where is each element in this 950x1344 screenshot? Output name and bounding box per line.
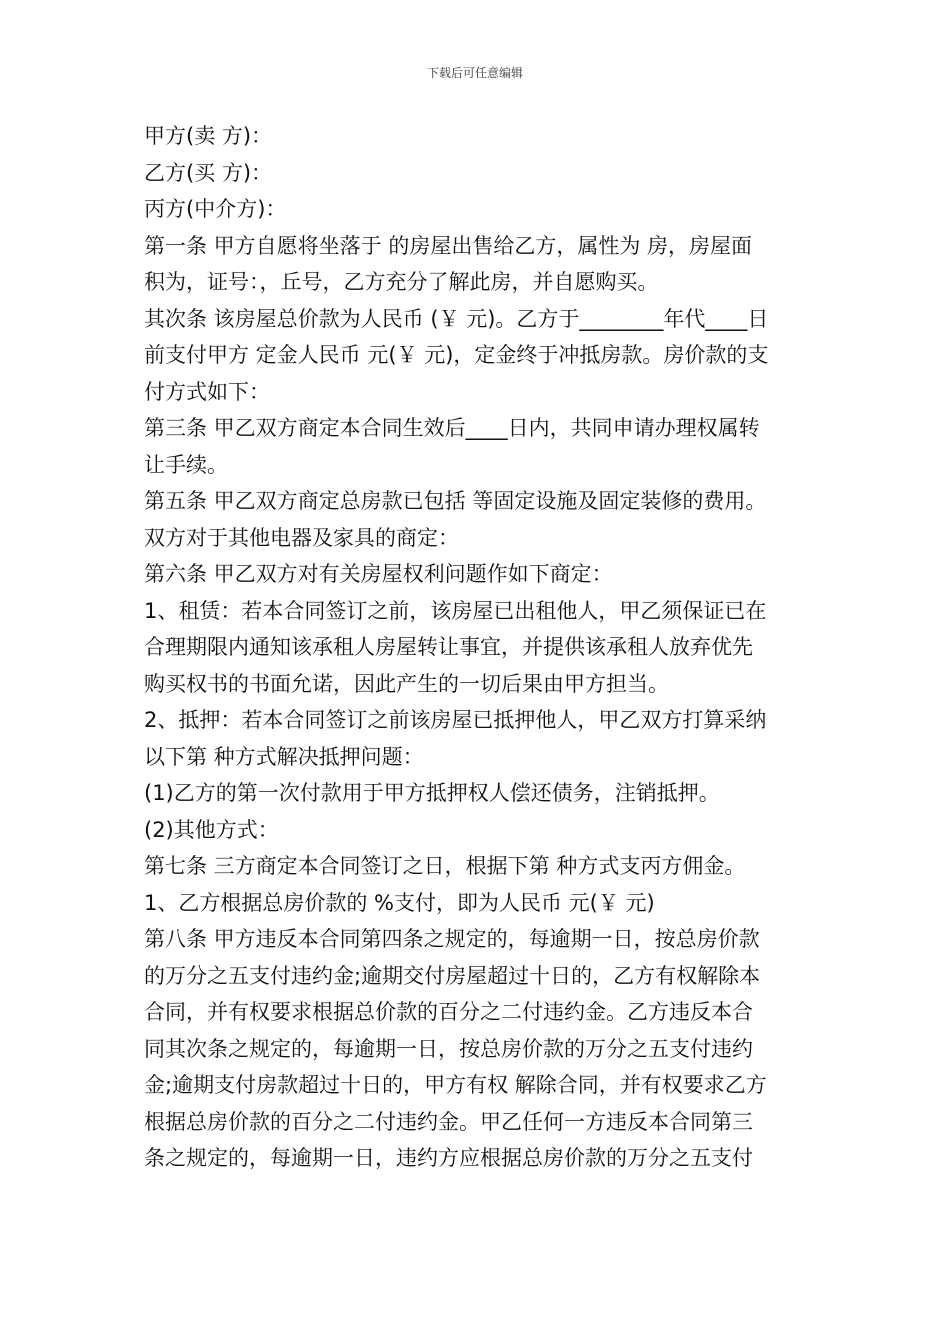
article-8-line-1: 第八条 甲方违反本合同第四条之规定的，每逾期一日，按总房价款 — [144, 927, 760, 951]
article-2-line-2: 前支付甲方 定金人民币 元(￥ 元)，定金终于冲抵房款。房价款的支 — [144, 343, 769, 367]
article-6-item-2-line-1: 2、抵押：若本合同签订之前该房屋已抵押他人，甲乙双方打算采纳 — [144, 708, 767, 732]
article-6-item-1-line-1: 1、租赁：若本合同签订之前，该房屋已出租他人，甲乙须保证已在 — [144, 598, 767, 623]
article-3-line-2: 让手续。 — [144, 452, 228, 477]
contract-body — [144, 118, 812, 1177]
party-a-line: 甲方(卖 方)： — [144, 124, 273, 148]
article-3-line-1: 第三条 甲乙双方商定本合同生效后____日内，共同申请办理权属转 — [144, 416, 760, 440]
article-7-line-1: 第七条 三方商定本合同签订之日，根据下第 种方式支丙方佣金。 — [144, 854, 746, 878]
article-8-line-7: 条之规定的，每逾期一日，违约方应根据总房价款的万分之五支付 — [144, 1146, 753, 1170]
party-c-line: 丙方(中介方)： — [144, 197, 287, 221]
article-6-item-2-line-2: 以下第 种方式解决抵押问题： — [144, 744, 424, 769]
article-8-line-5: 金;逾期支付房款超过十日的，甲方有权 解除合同，并有权要求乙方 — [144, 1073, 767, 1097]
article-6-option-1: (1)乙方的第一次付款用于甲方抵押权人偿还债务，注销抵押。 — [144, 781, 720, 805]
article-2-line-1: 其次条 该房屋总价款为人民币 (￥ 元)。乙方于________年代____日 — [144, 306, 769, 331]
article-8-line-6: 根据总房价款的百分之二付违约金。甲乙任何一方违反本合同第三 — [144, 1109, 753, 1134]
article-1-line-1: 第一条 甲方自愿将坐落于 的房屋出售给乙方，属性为 房，房屋面 — [144, 233, 753, 258]
article-2-line-3: 付方式如下： — [144, 379, 270, 404]
article-1-line-2: 积为，证号：，丘号，乙方充分了解此房，并自愿购买。 — [144, 270, 659, 294]
article-5-line-2: 双方对于其他电器及家具的商定： — [144, 525, 459, 550]
article-8-line-4: 同其次条之规定的，每逾期一日，按总房价款的万分之五支付违约 — [144, 1036, 753, 1061]
article-6-option-2: (2)其他方式： — [144, 817, 279, 842]
article-7-item-1: 1、乙方根据总房价款的 %支付，即为人民币 元(￥ 元) — [144, 890, 655, 915]
page-header: 下载后可任意编辑 — [426, 66, 523, 80]
article-8-line-3: 合同，并有权要求根据总价款的百分之二付违约金。乙方违反本合 — [144, 1000, 753, 1024]
article-5-line-1: 第五条 甲乙双方商定总房款已包括 等固定设施及固定装修的费用。 — [144, 489, 767, 513]
party-b-line: 乙方(买 方)： — [144, 160, 273, 185]
article-6-item-1-line-2: 合理期限内通知该承租人房屋转让事宜，并提供该承租人放弃优先 — [144, 635, 753, 659]
article-8-line-2: 的万分之五支付违约金;逾期交付房屋超过十日的，乙方有权解除本 — [144, 963, 761, 988]
article-6-item-1-line-3: 购买权书的书面允诺，因此产生的一切后果由甲方担当。 — [144, 671, 669, 696]
article-6-line-1: 第六条 甲乙双方对有关房屋权利问题作如下商定： — [144, 562, 613, 586]
